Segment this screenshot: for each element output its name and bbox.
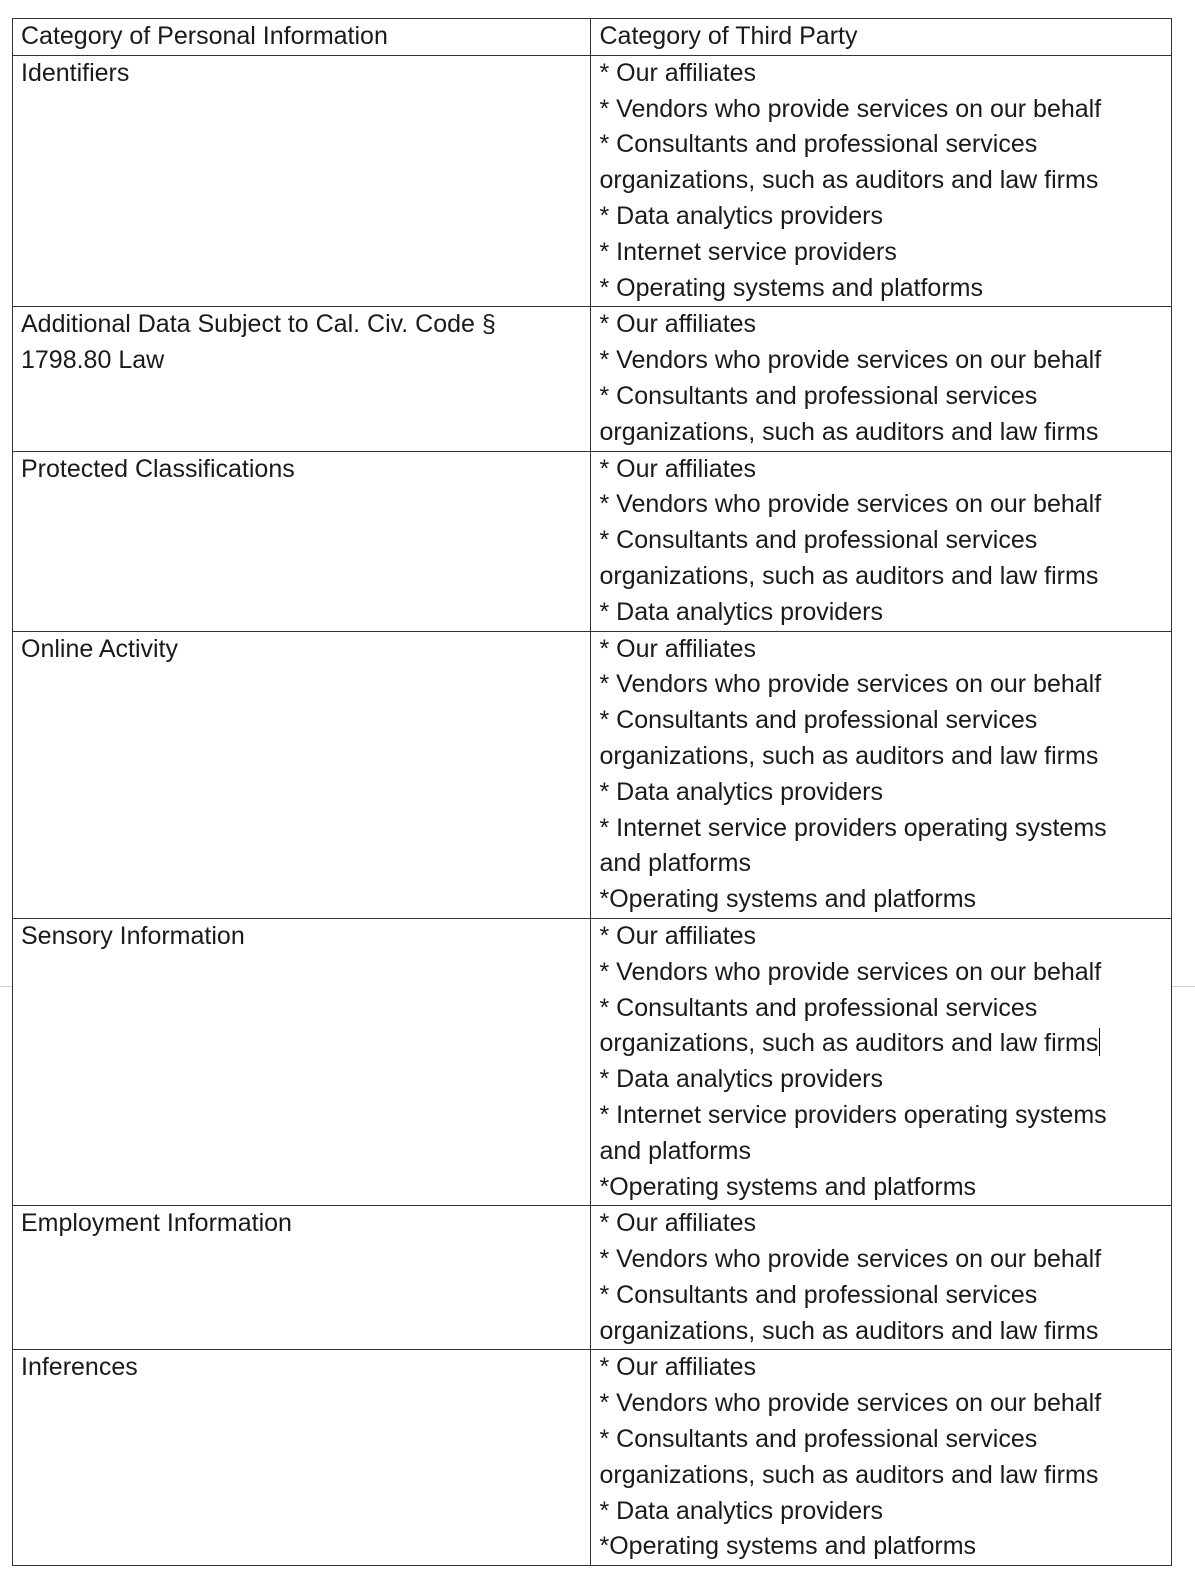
third-party-line: organizations, such as auditors and law firms (599, 1460, 1099, 1489)
third-party-line: * Vendors who provide services on our behalf (599, 670, 1102, 699)
category-label: Protected Classifications (21, 454, 295, 483)
header-third-party-category[interactable] (591, 19, 1172, 56)
third-party-line: * Data analytics providers (599, 1496, 883, 1525)
table-row (13, 631, 1172, 918)
page-edge-right (1172, 986, 1195, 987)
header-personal-info-category[interactable] (13, 19, 591, 56)
header-label: Category of Personal Information (21, 22, 388, 50)
third-party-line: * Vendors who provide services on our behalf (599, 1389, 1102, 1418)
third-party-line: and platforms (599, 849, 751, 878)
third-party-line: * Consultants and professional services (599, 706, 1038, 735)
table-row (13, 55, 1172, 307)
category-cell[interactable] (13, 631, 591, 918)
third-party-line: *Operating systems and platforms (599, 885, 977, 914)
third-party-line: * Our affiliates (599, 634, 757, 663)
third-party-cell[interactable] (591, 307, 1172, 451)
category-label: Identifiers (21, 58, 130, 87)
third-party-line: organizations, such as auditors and law firms (599, 1029, 1099, 1058)
category-cell[interactable] (13, 1206, 591, 1350)
page-edge-left (0, 986, 12, 987)
third-party-line: * Vendors who provide services on our behalf (599, 1245, 1102, 1274)
third-party-line: organizations, such as auditors and law firms (599, 166, 1099, 195)
category-label: Sensory Information (21, 921, 245, 950)
third-party-line: * Our affiliates (599, 921, 757, 950)
third-party-line: * Consultants and professional services (599, 1425, 1038, 1454)
third-party-line: * Consultants and professional services (599, 526, 1038, 555)
category-cell[interactable] (13, 918, 591, 1205)
third-party-cell[interactable] (591, 1350, 1172, 1566)
third-party-cell[interactable] (591, 1206, 1172, 1350)
category-cell[interactable] (13, 1350, 591, 1566)
third-party-line: and platforms (599, 1136, 751, 1165)
third-party-line: *Operating systems and platforms (599, 1172, 977, 1201)
third-party-line: * Data analytics providers (599, 201, 883, 230)
header-label: Category of Third Party (599, 22, 858, 50)
category-label: Employment Information (21, 1209, 292, 1238)
third-party-line: * Vendors who provide services on our behalf (599, 957, 1102, 986)
third-party-line: * Data analytics providers (599, 777, 883, 806)
third-party-cell[interactable] (591, 918, 1172, 1205)
third-party-line: * Our affiliates (599, 58, 757, 87)
third-party-line: * Consultants and professional services (599, 1280, 1038, 1309)
third-party-line: * Our affiliates (599, 1209, 757, 1238)
third-party-line: organizations, such as auditors and law firms (599, 417, 1099, 446)
third-party-line: * Consultants and professional services (599, 130, 1038, 159)
third-party-line-with-caret (599, 1026, 1163, 1062)
third-party-line: * Vendors who provide services on our behalf (599, 346, 1102, 375)
third-party-line: *Operating systems and platforms (599, 1532, 977, 1561)
third-party-line: * Consultants and professional services (599, 381, 1038, 410)
table-header-row (13, 19, 1172, 56)
third-party-line: * Our affiliates (599, 1353, 757, 1382)
third-party-cell[interactable] (591, 55, 1172, 307)
third-party-line: * Internet service providers operating systems (599, 813, 1107, 842)
third-party-line: organizations, such as auditors and law firms (599, 1316, 1099, 1345)
third-party-cell[interactable] (591, 451, 1172, 631)
third-party-line: * Internet service providers operating systems (599, 1100, 1107, 1129)
third-party-line: * Our affiliates (599, 454, 757, 483)
third-party-cell[interactable] (591, 631, 1172, 918)
text-cursor (1099, 1028, 1100, 1056)
table-row (13, 1350, 1172, 1566)
category-cell[interactable] (13, 55, 591, 307)
table-row (13, 451, 1172, 631)
category-label: Additional Data Subject to Cal. Civ. Code § 1798.80 Law (21, 310, 496, 375)
third-party-line: * Data analytics providers (599, 597, 883, 626)
third-party-line: * Vendors who provide services on our behalf (599, 94, 1102, 123)
third-party-line: organizations, such as auditors and law firms (599, 741, 1099, 770)
third-party-line: * Vendors who provide services on our behalf (599, 490, 1102, 519)
third-party-line: * Data analytics providers (599, 1065, 883, 1094)
third-party-line: * Operating systems and platforms (599, 273, 983, 302)
table-row (13, 1206, 1172, 1350)
category-cell[interactable] (13, 307, 591, 451)
third-party-line: * Internet service providers (599, 237, 897, 266)
table-row (13, 307, 1172, 451)
table-row (13, 918, 1172, 1205)
third-party-line: * Consultants and professional services (599, 993, 1038, 1022)
third-party-line: * Our affiliates (599, 310, 757, 339)
category-label: Online Activity (21, 634, 179, 663)
third-party-disclosure-table (12, 18, 1172, 1566)
category-cell[interactable] (13, 451, 591, 631)
category-label: Inferences (21, 1353, 138, 1382)
third-party-line: organizations, such as auditors and law firms (599, 561, 1099, 590)
